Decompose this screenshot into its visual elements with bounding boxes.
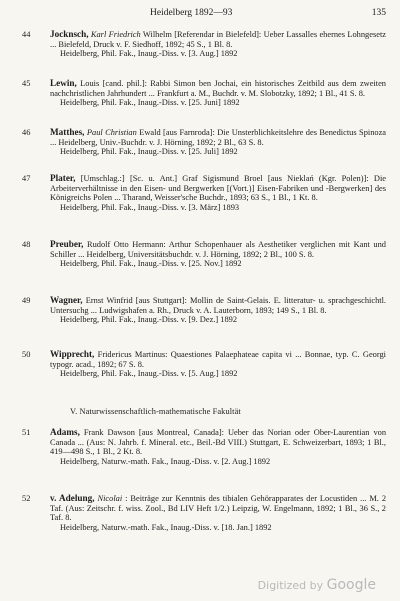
entry-diss: Heidelberg, Phil. Fak., Inaug.-Diss. v. [25. Juni] 1892	[60, 98, 240, 108]
entry-44	[22, 29, 386, 59]
entry-51	[22, 427, 387, 467]
entry-text: Ewald [aus Farnroda]: Die Unsterblichkeitslehre des Benedictus Spinoza ... Heidelberg, Univ.-Buchdr. v. J. Hörning, 1892; 2 Bl., 63 S. 8.	[50, 128, 387, 147]
entry-50	[22, 349, 387, 379]
entry-name: Adams,	[50, 427, 80, 437]
entry-number: 47	[22, 174, 31, 183]
digitized-watermark	[258, 577, 376, 593]
entry-diss: Heidelberg, Phil. Fak., Inaug.-Diss. v. [25. Juli] 1892	[60, 147, 238, 157]
entry-name: Preuber,	[50, 239, 84, 249]
entry-52	[22, 493, 387, 533]
entry-diss: Heidelberg, Phil. Fak., Inaug.-Diss. v. [5. Aug.] 1892	[60, 369, 238, 379]
entry-name: Matthes,	[50, 127, 85, 137]
entry-text: : Beiträge zur Kenntnis des tibialen Gehörapparates der Locustiden ... M. 2 Taf. (Aus: Zeitschr. f. wiss. Zool., Bd LIV Heft 1/2.) Leipzig, W. Engelmann, 1892; 1 Bl., 36 S., 2 Taf. 8.	[50, 494, 387, 523]
entry-number: 50	[22, 350, 31, 359]
section-heading: V. Naturwissenschaftlich-mathematische Fakultät	[70, 407, 241, 416]
entry-diss: Heidelberg, Phil. Fak., Inaug.-Diss. v. [9. Dez.] 1892	[60, 315, 238, 325]
entry-text: [Umschlag.:] [Sc. u. Ant.] Graf Sigismund Broel [aus Nieklań (Kgr. Polen)]: Die Arbeiterverhältnisse in den Eisen- und Bergwerken [(Vort.)] Eisen-Fabriken und -Bergwerken] des Königreichs Polen ... Tharand, Weisser'sche Buchdr., 1893; 63 S., 1 Bl., 1 Kt. 8.	[50, 174, 387, 203]
entry-number: 46	[22, 128, 31, 137]
entry-text: Ernst Winfrid [aus Stuttgart]: Mollin de Saint-Gelais. E. litteratur- u. sprachgeschichtl. Untersuchg ... Ludwigshafen a. Rh., Druck v. A. Lauterborn, 1893; 149 S., 1 Bl. 8.	[50, 296, 387, 315]
entry-number: 45	[22, 79, 31, 88]
entry-number: 48	[22, 240, 31, 249]
entry-text: Rudolf Otto Hermann: Arthur Schopenhauer als Aesthetiker verglichen mit Kant und Schiller ... Heidelberg, Universitätsbuchdr. v. J. Hörning, 1892; 2 Bl., 100 S. 8.	[50, 240, 386, 259]
entry-text: Wilhelm [Referendar in Bielefeld]: Ueber Lassalles ehernes Lohngesetz ... Bielefeld, Druck v. F. Siedhoff, 1892; 45 S., 1 Bl. 8.	[50, 30, 386, 49]
entry-text: Louis [cand. phil.]: Rabbi Simon ben Jochai, ein historisches Zeitbild aus dem zweiten nachchristlichen Jahrhundert ... Frankfurt a. M., Buchdr. v. M. Slobotzky, 1892; 1 Bl., 41 S. 8.	[50, 79, 386, 98]
entry-name: Lewin,	[50, 78, 77, 88]
entry-49	[22, 295, 387, 325]
entry-46	[22, 127, 387, 157]
entry-diss: Heidelberg, Naturw.-math. Fak., Inaug.-Diss. v. [2. Aug.] 1892	[60, 457, 271, 467]
entry-45	[22, 78, 386, 108]
entry-47	[22, 173, 387, 213]
watermark-prefix: Digitized by	[257, 579, 324, 592]
page-number: 135	[371, 8, 386, 18]
entry-text: Frank Dawson [aus Montreal, Canada]: Ueber das Norian oder Ober-Laurentian von Canada ... (Aus: N. Jahrb. f. Mineral. etc., Beil.-Bd VIII.) Stuttgart, E. Schweizerbart, 1893; 1 Bl., 419—498 S., 1 Bl., 2 Kt. 8.	[50, 428, 387, 457]
google-logo: Google	[326, 577, 376, 593]
entry-given: Paul Christian	[86, 128, 137, 137]
entry-diss: Heidelberg, Phil. Fak., Inaug.-Diss. v. [3. März] 1893	[60, 203, 240, 213]
entry-48	[22, 239, 386, 269]
entry-diss: Heidelberg, Phil. Fak., Inaug.-Diss. v. [25. Nov.] 1892	[60, 259, 242, 269]
entry-diss: Heidelberg, Naturw.-math. Fak., Inaug.-Diss. v. [18. Jan.] 1892	[60, 523, 272, 533]
entry-number: 49	[22, 296, 31, 305]
entry-number: 44	[22, 30, 31, 39]
entry-name: Wipprecht,	[50, 349, 95, 359]
entry-name: v. Adelung,	[50, 493, 95, 503]
entry-number: 52	[22, 494, 31, 503]
entry-given: Nicolai	[97, 494, 123, 503]
entry-name: Plater,	[50, 173, 76, 183]
entry-given: Karl Friedrich	[90, 30, 141, 39]
entry-name: Wagner,	[50, 295, 83, 305]
entry-diss: Heidelberg, Phil. Fak., Inaug.-Diss. v. [3. Aug.] 1892	[60, 49, 238, 59]
entry-name: Jocknsch,	[50, 29, 89, 39]
entry-text: Fridericus Martinus: Quaestiones Palaephateae capita vi ... Bonnae, typ. C. Georgi typogr. acad., 1892; 67 S. 8.	[50, 350, 387, 369]
entry-number: 51	[22, 428, 31, 437]
running-header	[0, 8, 400, 22]
header-title: Heidelberg 1892—93	[150, 8, 233, 18]
